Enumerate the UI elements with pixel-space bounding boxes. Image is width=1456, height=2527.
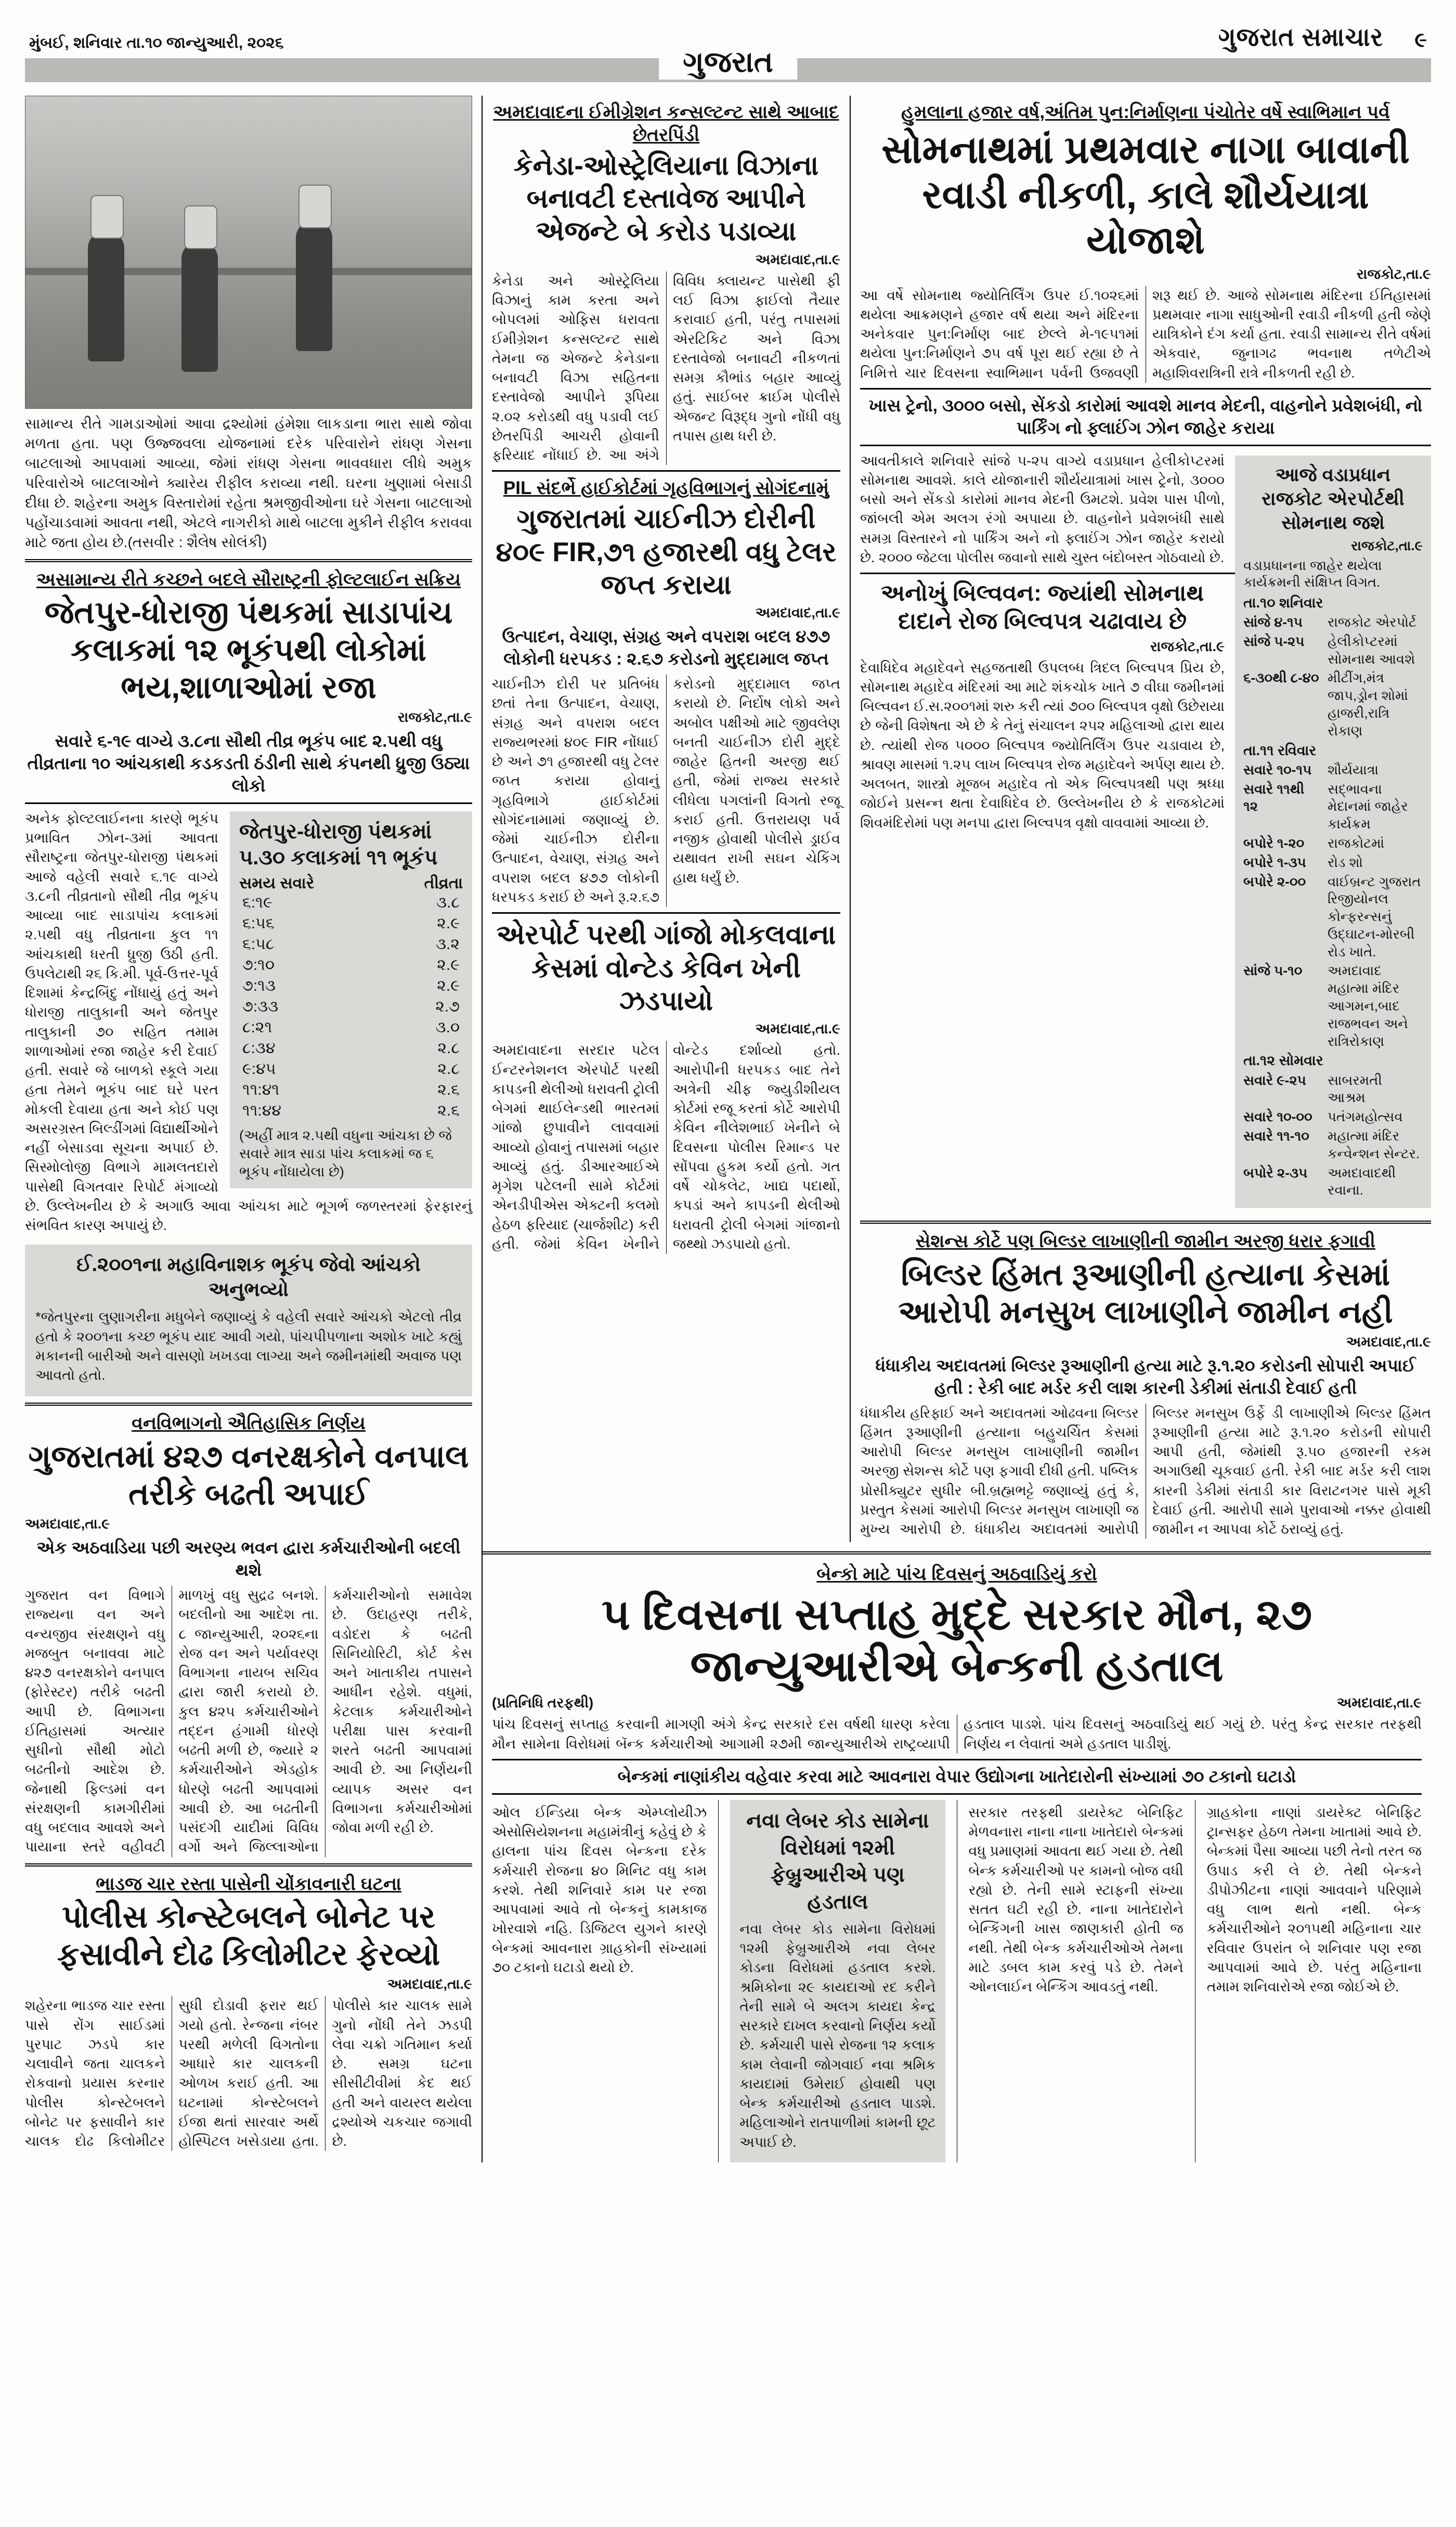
somnath-dateline: રાજકોટ,તા.૯ <box>1356 266 1431 282</box>
article-earthquake <box>25 568 472 1397</box>
constable-dateline: અમદાવાદ,તા.૯ <box>387 1976 472 1992</box>
visa-body: કેનેડા અને ઓસ્ટ્રેલિયા વિઝાનું કામ કરતા અને બોપલમાં ઓફિસ ધરાવતા ઈમીગ્રેશન કન્સલ્ટન્ટ સાથે તેમના જ એજન્ટે કેનેડાના બનાવટી વિઝા સહિતના દસ્તાવેજો આપીને રૂપિયા ૨.૦૨ કરોડથી વધુ પડાવી લઈ છેતરપિંડી આચરી હોવાની ફરિયાદ નોંધાઈ છે. આ અંગે વિવિધ ક્લાયન્ટ પાસેથી ફી લઈ વિઝા ફાઈલો તૈયાર કરાવાઈ હતી, પરંતુ તપાસમાં એરટિકિટ અને વિઝા દસ્તાવેજો બનાવટી નીકળતાં સમગ્ર કૌભાંડ બહાર આવ્યું હતું. સાઈબર ક્રાઈમ પોલીસે એજન્ટ વિરૂદ્ધ ગુનો નોંધી વધુ તપાસ હાથ ધરી છે. <box>492 273 840 463</box>
article-builder <box>860 1230 1431 1539</box>
earthquake-headline: જેતપુર-ધોરાજી પંથકમાં સાડાપાંચ કલાકમાં ૧૨ ભૂકંપથી લોકોમાં ભય,શાળાઓમાં રજા <box>44 595 453 705</box>
forest-dateline: અમદાવાદ,તા.૯ <box>25 1516 110 1532</box>
right-column <box>851 96 1431 1542</box>
article-airport <box>492 919 840 1254</box>
table-row: ૭:૩૩ ૨.૭ <box>242 997 460 1015</box>
schedule-row: સાંજે ૫-૨૫ હેલીકોપ્ટરમાં સોમનાથ આવશે <box>1243 633 1415 667</box>
forest-body: ગુજરાત વન વિભાગે રાજ્યના વન અને વન્યજીવ સંરક્ષણને વધુ મજબુત બનાવવા માટે ૪૨૭ વનરક્ષકોને વનપાલ (ફોરેસ્ટર) તરીકે બઢતી આપી છે. વિભાગના ઈતિહાસમાં અત્યાર સુધીનો સૌથી મોટો બઢતીનો આદેશ છે. જેનાથી ફિલ્ડમાં વન સંરક્ષણની કામગીરીમાં વધુ બદલાવ આવશે અને પાયાના સ્તરે વહીવટી માળખું વધુ સુદ્રઢ બનશે. બદલીનો આ આદેશ તા. ૮ જાન્યુઆરી, ૨૦૨૬ના રોજ વન અને પર્યાવરણ વિભાગના નાયબ સચિવ દ્વારા જારી કરાયો છે. કુલ ૪૨૫ કર્મચારીઓને તદ્દન હંગામી ધોરણે બઢતી મળી છે, જ્યારે ૨ કર્મચારીઓને એડહોક ધોરણે બઢતી આપવામાં આવી છે. આ બઢતીની પસંદગી યાદીમાં વિવિધ વર્ગો અને જિલ્લાઓના કર્મચારીઓનો સમાવેશ છે. ઉદાહરણ તરીકે, વડોદરા કે બઢતી સિનિયોરિટી, કોર્ટ કેસ અને ખાતાકીય તપાસને આધીન રહેશે. વધુમાં, કેટલાક કર્મચારીઓને પરીક્ષા પાસ કરવાની શરતે બઢતી આપવામાં આવી છે. આ નિર્ણયની વ્યાપક અસર વન વિભાગના કર્મચારીઓમાં જોવા મળી રહી છે. <box>25 1587 472 1855</box>
earthquake-table-title: જેતપુર-ધોરાજી પંથકમાં ૫.૩૦ કલાકમાં ૧૧ ભૂકંપ <box>239 820 438 869</box>
airport-body: અમદાવાદના સરદાર પટેલ ઈન્ટરનેશનલ એરપોર્ટ પરથી કાપડની થેલીઓ ધરાવતી ટ્રોલી બેગમાં થાઈલેન્ડથી ભારતમાં ગાંજો છુપાવીને લાવવામાં આવ્યો હોવાનું તપાસમાં બહાર આવ્યું હતું. ડીઆરઆઈએ મૃગેશ પટેલની સામે કોર્ટમાં એનડીપીએસ એક્ટની કલમો હેઠળ ફરિયાદ (ચાર્જશીટ) કરી હતી. જેમાં કેવિન ખેનીને વોન્ટેડ દર્શાવ્યો હતો. આરોપીની ધરપકડ બાદ તેને અત્રેની ચીફ જ્યુડીશીયલ કોર્ટમાં રજૂ કરતાં કોર્ટે આરોપી કેવિન નીલેશભાઈ ખેનીને બે દિવસના પોલીસ રિમાન્ડ પર સોંપવા હુકમ કર્યો હતો. ગત વર્ષે ચોકલેટ, ખાદ્ય પદાર્થો, કપડાં અને કાપડની થેલીઓ ધરાવતી ટ્રોલી બેગમાં ગાંજાનો જથ્થો ઝડપાયો હતો. <box>492 1042 840 1252</box>
schedule-row: સાંજે ૫-૧૦ અમદાવાદ મહાત્મા મંદિર આગમન,બાદ રાજભવન અને રાત્રિરોકાણ <box>1243 963 1408 1049</box>
bank-byline: (પ્રતિનિધિ તરફથી) <box>492 1695 594 1711</box>
table-row: ૭:૧૦ ૨.૯ <box>242 956 460 974</box>
table-row: ૮:૨૧ ૩.૦ <box>242 1018 460 1036</box>
bank-col-a: ઓલ ઈન્ડિયા બેન્ક એમ્પ્લોયીઝ એસોસિયેશનના મહામંત્રીનું કહેવું છે કે હાલના પાંચ દિવસ બેન્કના દરેક કર્મચારી રોજના ૪૦ મિનિટ વધુ કામ કરશે. તેથી શનિવારે કામ પર રજા આપવામાં આવે તો બેન્કનું કામકાજ ખોરવાશે નહિ. ડિજિટલ યુગને કારણે બેન્કમાં આવનારા ગ્રાહકોની સંખ્યામાં ૭૦ ટકાનો ઘટાડો થયો છે. <box>492 1804 707 1975</box>
bank-strike-section <box>483 1551 1431 2162</box>
article-forest <box>25 1412 472 1857</box>
schedule-row: તા.૧૦ શનિવાર <box>1243 594 1323 611</box>
earthquake-table <box>230 811 472 1188</box>
builder-kicker: સેશન્સ કોર્ટે પણ બિલ્ડર લાખાણીની જામીન અરજી ધરાર ફગાવી <box>916 1231 1375 1252</box>
pil-headline: ગુજરાતમાં ચાઈનીઝ દોરીની ૪૦૯ FIR,૭૧ હજારથી વધુ ટેલર જપ્ત કરાયા <box>496 504 837 600</box>
schedule-row: બપોરે ૨-૦૦ વાઈબ્રન્ટ ગુજરાત રિજીયોનલ કોન્ફરન્સનું ઉદ્ઘાટન-મોરબી રોડ ખાતે. <box>1243 873 1421 960</box>
schedule-row: ૬-૩૦થી ૮-૪૦ મીટીંગ,મંત્ર જાપ,ડ્રોન શોમાં હાજરી,રાત્રિ રોકાણ <box>1243 670 1408 738</box>
visa-kicker: અમદાવાદના ઈમીગ્રેશન કન્સલ્ટન્ટ સાથે આબાદ છેતરપિંડી <box>493 102 839 145</box>
earthquake-table-note: (અહીં માત્ર ૨.૫થી વધુના આંચકા છે જે સવારે માત્ર સાડા પાંચ કલાકમાં જ ૬ ભૂકંપ નોંધાયેલા છે) <box>239 1127 452 1180</box>
table-row: ૭:૧૩ ૨.૯ <box>242 977 460 994</box>
earthquake-table-col-time: સમય સવારે <box>239 874 315 892</box>
article-pil <box>492 477 840 907</box>
earthquake-kicker: અસામાન્ય રીતે કચ્છને બદલે સૌરાષ્ટ્રની ફોલ્ટલાઈન સક્રિય <box>36 569 461 590</box>
somnath-headline: સોમનાથમાં પ્રથમવાર નાગા બાવાની રવાડી નીકળી, કાલે શૌર્યયાત્રા યોજાશે <box>881 127 1410 262</box>
quote-box-body: *જેતપુરના લુણાગરીના મધુબેને જણાવ્યું કે વહેલી સવારે આંચકો એટલો તીવ્ર હતો કે ૨૦૦૧ના કચ્છ ભૂકંપ યાદ આવી ગયો, પાંચપીપળાના અશોક ખાટે કહ્યું મકાનની બારીઓ અને વાસણો ખખડવા લાગ્યા અને જમીનમાંથી અવાજ પણ આવતો હતો. <box>35 1309 462 1383</box>
pm-box-intro: વડાપ્રધાનના જાહેર થયેલા કાર્યક્રમની સંક્ષિપ્ત વિગત. <box>1243 557 1382 590</box>
photo-figure <box>88 231 124 361</box>
earthquake-dateline: રાજકોટ,તા.૯ <box>397 709 472 725</box>
gas-cylinder <box>90 195 124 239</box>
table-row: ૮:૩૪ ૨.૮ <box>242 1039 460 1057</box>
edition-date: મુંબઈ, શનિવાર તા.૧૦ જાન્યુઆરી, ૨૦૨૬ <box>29 34 284 51</box>
quote-box-title: ઈ.૨૦૦૧ના મહાવિનાશક ભૂકંપ જેવો આંચકો અનુભવ્યો <box>76 1254 421 1301</box>
earthquake-table-col-mag: તીવ્રતા <box>424 874 463 892</box>
pil-body: ચાઈનીઝ દોરી પર પ્રતિબંધ છતાં તેના ઉત્પાદન, વેચાણ, સંગ્રહ અને વપરાશ બદલ રાજ્યભરમાં ૪૦૯ FIR નોંધાઈ છે અને ૭૧ હજારથી વધુ ટેલર જપ્ત કરાયા હોવાનું ગૃહવિભાગે હાઈકોર્ટમાં સોગંદનામામાં જણાવ્યું છે. જેમાં ચાઈનીઝ દોરીના ઉત્પાદન, વેચાણ, સંગ્રહ અને વપરાશ બદલ ૪૭૭ લોકોની ધરપકડ કરાઈ છે અને રૂ.૨.૬૭ કરોડનો મુદ્દામાલ જપ્ત કરાયો છે. નિર્દોષ લોકો અને અબોલ પક્ષીઓ માટે જીવલેણ બનતી ચાઈનીઝ દોરી મુદ્દે જાહેર હિતની અરજી થઈ હતી, જેમાં રાજ્ય સરકારે લીધેલા પગલાંની વિગતો રજૂ કરાઈ હતી. ઉત્તરાયણ પર્વ નજીક હોવાથી પોલીસે ડ્રાઈવ યથાવત રાખી સઘન ચેકિંગ હાથ ધર્યું છે. <box>492 676 840 905</box>
airport-headline: એરપોર્ટ પરથી ગાંજો મોકલવાના કેસમાં વોન્ટેડ કેવિન ખેની ઝડપાયો <box>496 920 836 1017</box>
photo-figure <box>296 221 332 351</box>
pm-box-title: આજે વડાપ્રધાન રાજકોટ એરપોર્ટથી સોમનાથ જશે <box>1262 463 1405 533</box>
forest-subhead: એક અઠવાડિયા પછી અરણ્ય ભવન દ્વારા કર્મચારીઓની બદલી થશે <box>36 1538 461 1580</box>
bank-dateline: અમદાવાદ,તા.૯ <box>1336 1695 1422 1711</box>
pm-schedule-box <box>1235 456 1431 1208</box>
visa-headline: કેનેડા-ઓસ્ટ્રેલિયાના વિઝાના બનાવટી દસ્તાવેજ આપીને એજન્ટે બે કરોડ પડાવ્યા <box>513 150 819 247</box>
bank-kicker: બેન્કો માટે પાંચ દિવસનું અઠવાડિયું કરો <box>816 1564 1097 1585</box>
paper-name: ગુજરાત સમાચાર <box>1218 22 1384 51</box>
builder-subhead: ધંધાકીય અદાવતમાં બિલ્ડર રૂઆણીની હત્યા માટે રૂ.૧.૨૦ કરોડની સોપારી અપાઈ હતી : રેકી બાદ મર્ડર કરી લાશ કારની ડેકીમાં સંતાડી દેવાઈ હતી <box>875 1355 1416 1397</box>
labor-box-body: નવા લેબર કોડ સામેના વિરોધમાં ૧૨મી ફેબ્રુઆરીએ નવા લેબર કોડના વિરોધમાં હડતાલ કરશે. શ્રમિકોના ૨૯ કાયદાઓ રદ કરીને તેની સામે બે અલગ કાયદા કેન્દ્ર સરકારે દાખલ કરવાનો નિર્ણય કર્યો છે. કર્મચારી પાસે રોજના ૧૨ કલાક કામ લેવાની જોગવાઈ નવા શ્રમિક કાયદામાં ઉમેરાઈ હોવાથી પણ બેન્ક કર્મચારીઓ હડતાલ પાડશે. મહિલાઓને રાતપાળીમાં કામની છૂટ અપાઈ છે. <box>739 1921 936 2150</box>
pil-subhead: ઉત્પાદન, વેચાણ, સંગ્રહ અને વપરાશ બદલ ૪૭૭ લોકોની ધરપકડ : ૨.૬૭ કરોડનો મુદ્દામાલ જપ્ત <box>502 627 830 669</box>
pil-kicker: PIL સંદર્ભે હાઈકોર્ટમાં ગૃહવિભાગનું સોગંદનામું <box>503 478 829 499</box>
visa-dateline: અમદાવાદ,તા.૯ <box>755 251 840 267</box>
bank-labor-box-wrap <box>730 1800 945 2162</box>
article-visa <box>492 101 840 465</box>
labor-code-box <box>730 1800 945 2162</box>
earthquake-body: અનેક ફોલ્ટલાઈનના કારણે ભૂકંપ પ્રભાવિત ઝોન-૩માં આવતા સૌરાષ્ટ્રના જેતપુર-ધોરાજી પંથકમાં આજે વહેલી સવારે ૬.૧૯ વાગ્યે ૩.૮ની તીવ્રતાનો સૌથી તીવ્ર ભૂકંપ આવ્યા બાદ સાડાપાંચ કલાકમાં ૨.૫થી વધુ તીવ્રતાના કુલ ૧૧ આંચકાથી ધરતી ધ્રુજી ઉઠી હતી. ઉપલેટાથી ૨૬ કિ.મી. પૂર્વ-ઉત્તર-પૂર્વ દિશામાં કેન્દ્રબિંદુ નોંધાયું હતું અને ધોરાજી તાલુકાની અને જેતપુર તાલુકાની ૭૦ સહિત તમામ શાળાઓમાં રજા જાહેર કરી દેવાઈ હતી. સવારે જે બાળકો સ્કૂલે ગયા હતા તેમને ભૂકંપ બાદ ઘરે પરત મોકલી દેવાયા હતા અને કોઈ પણ અસરગ્રસ્ત બિલ્ડીંગમાં વિદ્યાર્થીઓને નહીં બેસાડવા સૂચના અપાઈ છે. સિસ્મોલોજી વિભાગે મામલતદારો પાસેથી વિગતવાર રિપોર્ટ મંગાવ્યો છે. ઉલ્લેખનીય છે કે અગાઉ આવા આંચકા માટે ભૂગર્ભ જળસ્તરમાં ફેરફારનું સંભવિત કારણ અપાયું છે. <box>25 810 472 1234</box>
photo-figure <box>181 242 218 372</box>
table-row: ૬:૧૯ ૩.૮ <box>242 893 460 911</box>
schedule-row: તા.૧૧ રવિવાર <box>1243 742 1317 758</box>
news-photo <box>25 96 472 409</box>
bank-col-c: સરકાર તરફથી ડાયરેક્ટ બેનિફિટ મેળવનારા નાના નાના ખાતેદારો બેન્કમાં વધુ પ્રમાણમાં આવતા થઈ ગયા છે. તેથી બેન્ક કર્મચારીઓ પર કામનો બોજ વધી રહ્યો છે. તેની સામે સ્ટાફની સંખ્યા સતત ઘટી રહી છે. નાના ખાતેદારોને બેન્કિંગની ખાસ જાણકારી હોતી જ નથી. તેથી બેન્ક કર્મચારીઓએ તેમના માટે ડબલ કામ કરવું પડે છે. તેમને ઓનલાઈન બેન્કિંગ આવડતું નથી. <box>968 1804 1184 1995</box>
left-column <box>25 96 483 2162</box>
table-row: ૯:૪૫ ૨.૮ <box>242 1060 460 1078</box>
table-row: ૬:૫૬ ૨.૯ <box>242 914 460 932</box>
schedule-row: સવારે ૧૧-૧૦ મહાત્મા મંદિર કન્વેન્શન સેન્ટર. <box>1243 1128 1420 1161</box>
constable-kicker: ભાડજ ચાર રસ્તા પાસેની ચોંકાવનારી ઘટના <box>96 1873 401 1894</box>
bank-body-lead: પાંચ દિવસનું સપ્તાહ કરવાની માગણી અંગે કેન્દ્ર સરકારે દસ વર્ષથી ધારણ કરેલા મૌન સામેના વિરોધમાં બૅન્ક કર્મચારીઓ આગામી ૨૭મી જાન્યુઆરીએ રાષ્ટ્રવ્યાપી હડતાલ પાડશે. પાંચ દિવસનું અઠવાડિયું થઈ ગયું છે. પરંતુ કેન્દ્ર સરકાર તરફથી નિર્ણય ન લેવાતાં અમે હડતાલ પાડીશું. <box>492 1716 1422 1752</box>
somnath-subhead: ખાસ ટ્રેનો, ૩૦૦૦ બસો, સેંકડો કારોમાં આવશે માનવ મેદની, વાહનોને પ્રવેશબંધી, નો પાર્કિંગ નો ફ્લાઈંગ ઝોન જાહેર કરાયા <box>868 395 1423 437</box>
somnath-kicker: હુમલાના હજાર વર્ષ,અંતિમ પુન:નિર્માણના પંચોતેર વર્ષે સ્વાભિમાન પર્વ <box>901 102 1390 122</box>
bank-col-d: ગ્રાહકોના નાણાં ડાયરેક્ટ બેનિફિટ ટ્રાન્સફર હેઠળ તેમના ખાતામાં આવે છે. બેન્કમાં પૈસા આવ્યા પછી તેનો તરત જ ઉપાડ કરી લે છે. તેથી બેન્કને ડીપોઝીટના નાણાં આવવાને પરિણામે વધુ લાભ થતો નથી. બેન્ક કર્મચારીઓને ૨૦૧૫થી મહિનાના ચાર રવિવાર ઉપરાંત બે શનિવાર પણ રજા આપવામાં આવે છે. પરંતુ મહિનાના તમામ શનિવારોએ રજા જોઈએ છે. <box>1206 1804 1422 1995</box>
section-label: ગુજરાત <box>659 45 797 80</box>
column-rule <box>718 1800 719 2162</box>
schedule-row: સાંજે ૪-૧૫ રાજકોટ એરપોર્ટ <box>1243 614 1416 630</box>
middle-column <box>483 96 851 1542</box>
photo-caption: સામાન્ય રીતે ગામડાઓમાં આવા દ્રશ્યોમાં હંમેશા લાકડાના ભારા સાથે જોવા મળતા હતા. પણ ઉજ્જવલા યોજનામાં દરેક પરિવારોને રાંધણ ગેસના બાટલાઓ આપવામાં આવ્યા, જેમાં રાંધણ ગેસના ભાવવધારા લીધે અમુક પરિવારોએ બાટલાઓને ક્યારેય રીફીલ કરાવ્યા નથી. ઘરના ખુણામાં બેસાડી દીધા છે. શહેરના અમુક વિસ્તારોમાં રહેતા શ્રમજીવીઓના ઘરે ગેસના બાટલાઓ પહોંચાડવામાં આવતા નથી, એટલે નાગરીકો માથે બાટલા મુકીને રીફીલ કરાવવા માટે જતા હોય છે.(તસવીર : શૈલેષ સોલંકી) <box>25 416 472 551</box>
builder-dateline: અમદાવાદ,તા.૯ <box>1346 1333 1431 1350</box>
pm-box-dateline: રાજકોટ,તા.૯ <box>1351 537 1423 553</box>
schedule-row: બપોરે ૧-૨૦ રાજકોટમાં <box>1243 835 1385 851</box>
somnath-body-2: આવતીકાલે શનિવારે સાંજે ૫-૨૫ વાગ્યે વડાપ્રધાન હેલીકોપ્ટરમાં સોમનાથ આવશે. કાલે યોજાનારી શૌર્યયાત્રામાં ખાસ ટ્રેનો, ૩૦૦૦ બસો અને સેંકડો કારોમાં માનવ મેદની ઉમટશે. પ્રવેશ પાસ પીળો, જાંબલી એમ અલગ રંગો અપાયા છે. વાહનોને પ્રવેશબંધી સાથે સમગ્ર વિસ્તારને નો પાર્કિંગ અને નો ફ્લાઈંગ ઝોન જાહેર કરાયો છે. ૨૦૦૦ જેટલા પોલીસ જવાનો સાથે ચુસ્ત બંદોબસ્ત ગોઠવાયો છે. <box>860 452 1225 565</box>
labor-box-title: નવા લેબર કોડ સામેના વિરોધમાં ૧૨મી ફેબ્રુઆરીએ પણ હડતાલ <box>746 1809 929 1913</box>
constable-headline: પોલીસ કોન્સ્ટેબલને બોનેટ પર ફસાવીને દોઢ કિલોમીટર ફેરવ્યો <box>57 1899 440 1972</box>
table-row: ૬:૫૮ ૩.૨ <box>242 935 460 953</box>
schedule-row: તા.૧૨ સોમવાર <box>1243 1053 1323 1069</box>
bank-subhead: બેન્કમાં નાણાંકીય વહેવાર કરવા માટે આવનારા વેપાર ઉદ્યોગના ખાતેદારોની સંખ્યામાં ૭૦ ટકાનો ઘટાડો <box>617 1766 1296 1786</box>
earthquake-subhead: સવારે ૬-૧૯ વાગ્યે ૩.૮ના સૌથી તીવ્ર ભૂકંપ બાદ ૨.૫થી વધુ તીવ્રતાના ૧૦ આંચકાથી કડકડતી ઠંડીની સાથે કંપનથી ધ્રુજી ઉઠ્યા લોકો <box>27 731 470 796</box>
somnath-body-1: આ વર્ષે સોમનાથ જ્યોતિર્લિંગ ઉપર ઈ.૧૦૨૬માં થયેલા આક્રમણને હજાર વર્ષ થયા અને મંદિરના અનેકવાર પુન:નિર્માણ બાદ છેલ્લે મે-૧૯૫૧માં થયેલા પુન:નિર્માણને ૭૫ વર્ષ પૂરા થઈ રહ્યા છે તે નિમિત્તે ચાર દિવસના સ્વાભિમાન પર્વની ઉજવણી શરૂ થઈ છે. આજે સોમનાથ મંદિરના ઈતિહાસમાં પ્રથમવાર નાગા સાધુઓની રવાડી નીકળી હતી જેણે યાત્રિકોને દંગ કર્યા હતા. રવાડી સામાન્ય રીતે વર્ષમાં એકવાર, જુનાગઢ ભવનાથ તળેટીએ મહાશિવરાત્રિની રાત્રે નીકળતી રહી છે. <box>860 287 1431 381</box>
schedule-row: સવારે ૧૦-૦૦ પતંગમહોત્સવ <box>1243 1109 1403 1125</box>
page-number: ૯ <box>1414 29 1427 51</box>
schedule-row: બપોરે ૨-૩૫ અમદાવાદથી રવાના. <box>1243 1164 1396 1198</box>
builder-headline: બિલ્ડર હિંમત રૂઆણીની હત્યાના કેસમાં આરોપી મનસુખ લાખાણીને જામીન નહી <box>898 1256 1393 1329</box>
bank-headline: ૫ દિવસના સપ્તાહ મુદ્દે સરકાર મૌન, ૨૭ જાન્યુઆરીએ બેન્કની હડતાલ <box>601 1590 1312 1691</box>
article-bank <box>492 1563 1422 2162</box>
airport-dateline: અમદાવાદ,તા.૯ <box>755 1021 840 1037</box>
bilvavan-dateline: રાજકોટ,તા.૯ <box>1150 638 1225 654</box>
schedule-row: સવારે ૧૦-૧૫ શૌર્યયાત્રા <box>1243 761 1379 777</box>
earthquake-quote-box <box>25 1245 472 1396</box>
schedule-row: સવારે ૯-૨૫ સાબરમતી આશ્રમ <box>1243 1072 1382 1106</box>
table-row: ૧૧:૪૧ ૨.૬ <box>242 1081 460 1098</box>
pil-dateline: અમદાવાદ,તા.૯ <box>755 605 840 621</box>
table-row: ૧૧:૪૪ ૨.૬ <box>242 1101 460 1119</box>
forest-kicker: વનવિભાગનો ઐતિહાસિક નિર્ણય <box>132 1413 366 1434</box>
forest-headline: ગુજરાતમાં ૪૨૭ વનરક્ષકોને વનપાલ તરીકે બઢતી અપાઈ <box>28 1439 469 1512</box>
bilvavan-headline: અનોખું બિલ્વવન: જ્યાંથી સોમનાથ દાદાને રોજ બિલ્વપત્ર ચઢાવાય છે <box>880 580 1204 634</box>
gas-cylinder <box>184 205 217 249</box>
bilvavan-body: દેવાધિદેવ મહાદેવને સહજતાથી ઉપલબ્ધ ત્રિદલ બિલ્વપત્ર પ્રિય છે, સોમનાથ મહાદેવ મંદિરમાં આ માટે શંકચોક ખાતે ૭ વીઘા જમીનમાં બિલ્વવન ઈ.સ.૨૦૦૧માં શરુ કરી ત્યાં ૭૦૦ બિલ્વપત્ર વૃક્ષો ઉછેરાયા છે જેની વિશેષતા એ છે કે તેનું સંચાલન ૨૫૨ મહિલાઓ દ્વારા થાય છે. ત્યાંથી રોજ ૫૦૦૦ બિલ્વપત્ર જ્યોતિર્લિંગ ઉપર ચડાવાય છે, શ્રાવણ માસમાં ૧.૨૫ લાખ બિલ્વપત્ર રોજ મહાદેવને અર્પણ થાય છે. અલબત, શાસ્ત્રો મૂજબ મહાદેવ તો એક બિલ્વપત્રથી પણ શ્રધ્ધા જોઈને પ્રસન્ન થતા દેવાધિદેવ છે. ઉલ્લેખનીય છે કે રાજકોટમાં શિવમંદિરોમાં પણ મનપા દ્વારા બિલ્વપત્ર વૃક્ષો વાવવામાં આવ્યા છે. <box>860 659 1225 831</box>
gas-cylinder <box>298 185 332 228</box>
constable-body: શહેરના ભાડજ ચાર રસ્તા પાસે રોંગ સાઈડમાં પુરપાટ ઝડપે કાર ચલાવીને જતા ચાલકને રોકવાનો પ્રયાસ કરનાર પોલીસ કોન્સ્ટેબલને બોનેટ પર ફસાવીને કાર ચાલક દોઢ કિલોમીટર સુધી દોડાવી ફરાર થઈ ગયો હતો. રેન્જના નંબર પરથી મળેલી વિગતોના આધારે કાર ચાલકની ઓળખ કરાઈ હતી. આ ઘટનામાં કોન્સ્ટેબલને ઈજા થતાં સારવાર અર્થે હોસ્પિટલ ખસેડાયા હતા. પોલીસે કાર ચાલક સામે ગુનો નોંધી તેને ઝડપી લેવા ચક્રો ગતિમાન કર્યા છે. સમગ્ર ઘટના સીસીટીવીમાં કેદ થઈ હતી અને વાયરલ થયેલા દ્રશ્યોએ ચકચાર જગાવી છે. <box>25 1998 472 2149</box>
schedule-row: સવારે ૧૧થી ૧૨ સદ્ભાવના મેદાનમાં જાહેર કાર્યક્રમ <box>1243 781 1408 832</box>
section-band <box>25 45 1431 82</box>
schedule-row: બપોરે ૧-૩૫ રોડ શો <box>1243 854 1363 870</box>
article-constable <box>25 1873 472 2152</box>
builder-body: ધંધાકીય હરિફાઈ અને અદાવતમાં ઓઢવના બિલ્ડર હિંમત રૂઆણીની હત્યાના બહુચર્ચિત કેસમાં આરોપી બિલ્ડર મનસુખ લાખાણીની જામીન અરજી સેશન્સ કોર્ટે પણ ફગાવી દીધી હતી. પબ્લિક પ્રોસીક્યુટર સુધીર બી.બ્રહ્મભટ્ટે જણાવ્યું હતું કે, પ્રસ્તુત કેસમાં આરોપી બિલ્ડર મનસુખ લાખાણી જ મુખ્ય આરોપી છે. ધંધાકીય અદાવતમાં આરોપી બિલ્ડર મનસુખ ઉર્ફે ડી લાખાણીએ બિલ્ડર હિંમત રૂઆણીની હત્યા માટે રૂ.૧.૨૦ કરોડની સોપારી આપી હતી, જેમાંથી રૂ.૫૦ હજારની રકમ અગાઉથી ચૂકવાઈ હતી. રેકી બાદ મર્ડર કરી લાશ કારની ડેકીમાં સંતાડી કાર વિરાટનગર પાસે મૂકી દેવાઈ હતી. આરોપી સામે પુરાવાઓ નક્કર હોવાથી જામીન ન આપવા કોર્ટે ઠરાવ્યું હતું. <box>860 1405 1431 1537</box>
